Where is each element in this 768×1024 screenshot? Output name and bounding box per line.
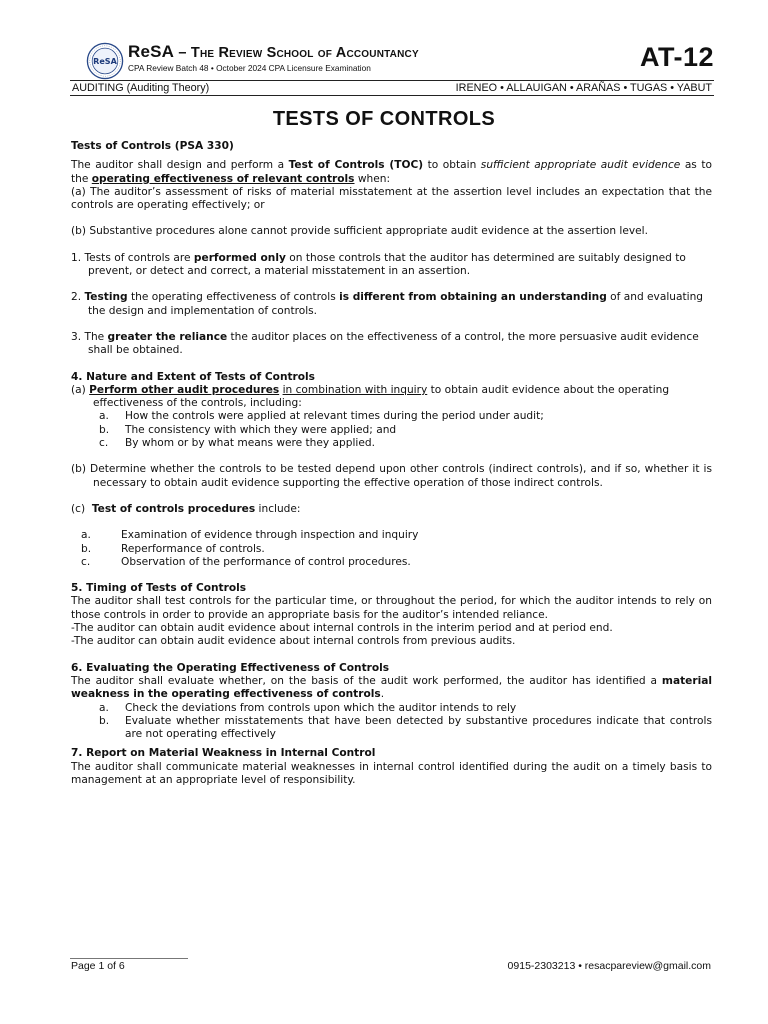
list-item: b. Evaluate whether misstatements that have been detected by substantive procedures indicate that controls are not operating effectively [99, 714, 712, 741]
resa-logo-icon [86, 42, 124, 80]
section-5-dash-1: -The auditor can obtain audit evidence about internal controls in the interim period and at period end. [71, 622, 613, 635]
subject-bar [70, 80, 714, 96]
section-4-a: (a) Perform other audit procedures in combination with inquiry to obtain audit evidence about the operating effectiveness of the controls, including: [71, 383, 670, 410]
condition-a: (a) The auditor’s assessment of risks of material misstatement at the assertion level includes an expectation that the controls are operating effectively; or [71, 185, 712, 212]
document-header [70, 40, 714, 80]
point-1: 1. Tests of controls are performed only on those controls that the auditor has determined are suitably designed to prevent, or detect and correct, a material misstatement in an assertion. [71, 251, 686, 278]
handout-code: AT-12 [639, 42, 714, 72]
list-item: b. Reperformance of controls. [81, 542, 265, 555]
authors-label: IRENEO • ALLAUIGAN • ARAÑAS • TUGAS • YABUT [455, 82, 712, 94]
school-name: ReSA – The Review School of Accountancy [128, 42, 419, 61]
batch-line: CPA Review Batch 48 • October 2024 CPA Licensure Examination [128, 63, 371, 73]
section-heading-5: 5. Timing of Tests of Controls [71, 582, 247, 595]
section-heading-6: 6. Evaluating the Operating Effectiveness of Controls [71, 661, 390, 674]
section-5-paragraph: The auditor shall test controls for the particular time, or throughout the period, for which the auditor intends to rely on those controls in order to provide an appropriate basis for the auditor’s intended reliance. [71, 595, 712, 621]
page-title: TESTS OF CONTROLS [272, 108, 496, 130]
list-item: a. Examination of evidence through inspection and inquiry [81, 529, 419, 542]
intro-paragraph: The auditor shall design and perform a Test of Controls (TOC) to obtain sufficient appropriate audit evidence as to the operating effectiveness of relevant controls when: [71, 159, 712, 185]
list-item: c. Observation of the performance of control procedures. [81, 555, 411, 568]
point-2: 2. Testing the operating effectiveness of controls is different from obtaining an understanding of and evaluating the design and implementation of controls. [71, 291, 704, 317]
point-3: 3. The greater the reliance the auditor places on the effectiveness of a control, the more persuasive audit evidence shall be obtained. [71, 330, 699, 357]
page-number: Page 1 of 6 [71, 960, 125, 972]
section-4-c: (c) Test of controls procedures include: [71, 502, 301, 515]
section-5-dash-2: -The auditor can obtain audit evidence about internal controls from previous audits. [71, 635, 516, 648]
condition-b: (b) Substantive procedures alone cannot provide sufficient appropriate audit evidence at the assertion level. [71, 225, 648, 238]
section-6-paragraph: The auditor shall evaluate whether, on the basis of the audit work performed, the auditor has identified a material weakness in the operating effectiveness of controls. [71, 674, 712, 701]
list-item: a. Check the deviations from controls upon which the auditor intends to rely [99, 701, 517, 714]
list-item: a. How the controls were applied at relevant times during the period under audit; [99, 410, 544, 423]
section-heading-psa330: Tests of Controls (PSA 330) [71, 140, 234, 152]
section-4-b: (b) Determine whether the controls to be tested depend upon other controls (indirect controls), and if so, whether it is necessary to obtain audit evidence supporting the effective operation of those indirect controls. [71, 463, 712, 489]
document-body [71, 140, 712, 787]
section-heading-7: 7. Report on Material Weakness in Internal Control [71, 747, 376, 760]
footer-rule [70, 958, 188, 959]
section-7-paragraph: The auditor shall communicate material weaknesses in internal control identified during the audit on a timely basis to management at an appropriate level of responsibility. [71, 760, 712, 786]
svg-text:ReSA: ReSA [93, 56, 117, 66]
list-item: b. The consistency with which they were applied; and [99, 423, 397, 436]
contact-info: 0915-2303213 • resacpareview@gmail.com [507, 960, 711, 972]
subject-label: AUDITING (Auditing Theory) [72, 82, 210, 94]
section-heading-4: 4. Nature and Extent of Tests of Controls [71, 370, 315, 383]
list-item: c. By whom or by what means were they applied. [99, 437, 375, 450]
